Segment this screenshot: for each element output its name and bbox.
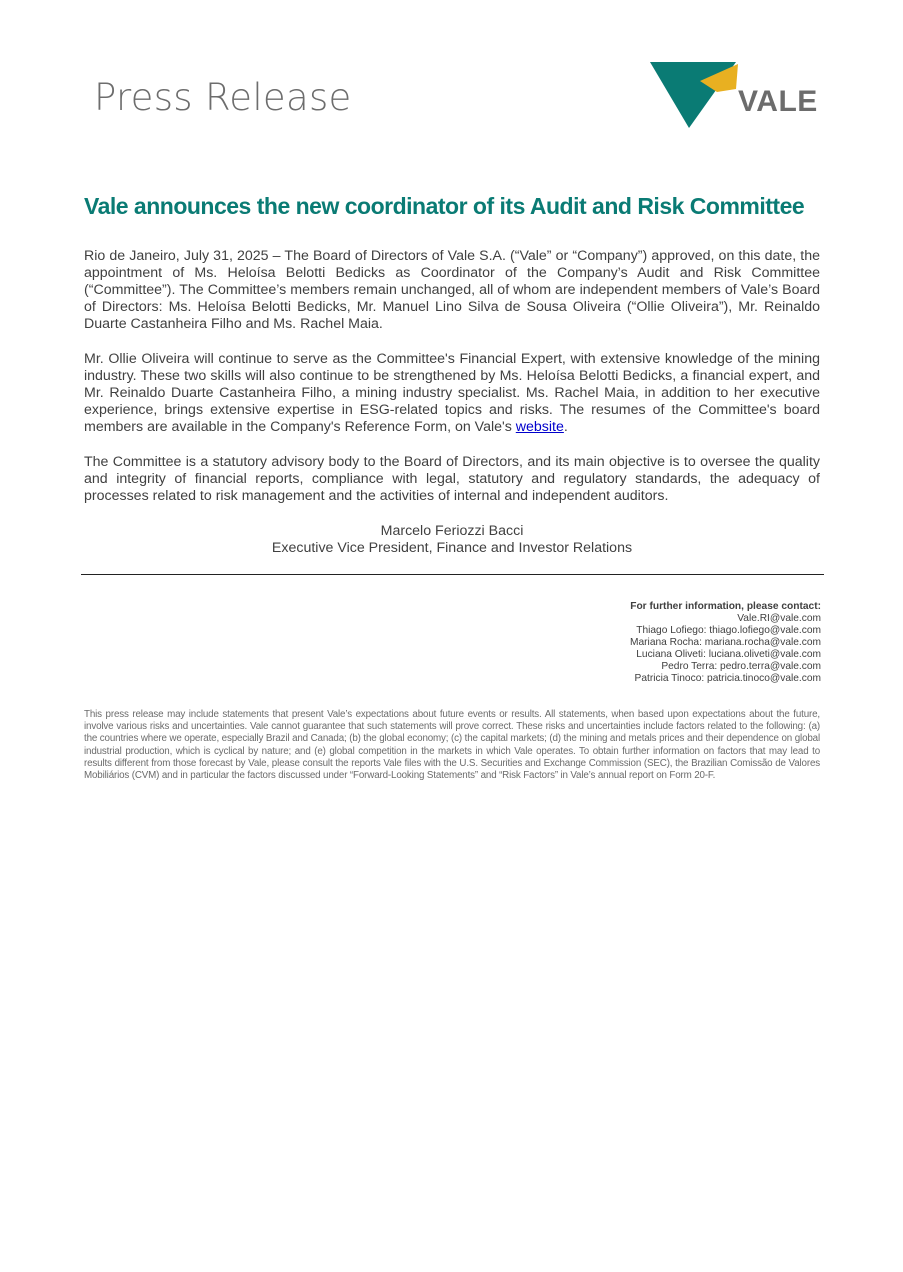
contact-line: Pedro Terra: pedro.terra@vale.com bbox=[661, 661, 821, 672]
contact-line: Patricia Tinoco: patricia.tinoco@vale.com bbox=[634, 673, 821, 684]
signature-name: Marcelo Feriozzi Bacci bbox=[380, 523, 524, 539]
paragraph-expertise bbox=[84, 351, 820, 436]
contact-line: Luciana Oliveti: luciana.oliveti@vale.com bbox=[636, 649, 821, 660]
logo-wordmark: VALE bbox=[738, 85, 818, 118]
vale-logo-mark-icon bbox=[648, 60, 740, 130]
paragraph-expertise-end: . bbox=[563, 419, 568, 435]
paragraph-intro: Rio de Janeiro, July 31, 2025 – The Board of Directors of Vale S.A. (“Vale” or “Company”) approved, on this date, the appointment of Ms. Heloísa Belotti Bedicks as Coordinator of the Company’s Audit and Risk Committee (“Committee”). The Committee’s members remain unchanged, all of whom are independent members of Vale’s Board of Directors: Ms. Heloísa Belotti Bedicks, Mr. Manuel Lino Silva de Sousa Oliveira (“Ollie Oliveira”), Mr. Reinaldo Duarte Castanheira Filho and Ms. Rachel Maia. bbox=[84, 248, 820, 332]
contact-line: Mariana Rocha: mariana.rocha@vale.com bbox=[630, 637, 821, 648]
headline: Vale announces the new coordinator of its Audit and Risk Committee bbox=[84, 193, 805, 219]
contact-line: Vale.RI@vale.com bbox=[737, 613, 821, 624]
page-title: Press Release bbox=[94, 76, 352, 119]
signature-block bbox=[84, 523, 820, 557]
website-link[interactable]: website bbox=[515, 419, 564, 435]
paragraph-committee-role: The Committee is a statutory advisory body to the Board of Directors, and its main objective is to oversee the quality and integrity of financial reports, compliance with legal, statutory and regulatory standards, the adequacy of processes related to risk management and the activities of internal and independent auditors. bbox=[84, 454, 820, 504]
paragraph-expertise-text: Mr. Ollie Oliveira will continue to serve as the Committee's Financial Expert, with extensive knowledge of the mining industry. These two skills will also continue to be strengthened by Ms. Heloísa Belotti Bedicks, a financial expert, and Mr. Reinaldo Duarte Castanheira Filho, a mining industry specialist. Ms. Rachel Maia, in addition to her executive experience, brings extensive expertise in ESG-related topics and risks. The resumes of the Committee's board members are available in the Company's Reference Form, on Vale's bbox=[84, 351, 820, 435]
contact-heading: For further information, please contact: bbox=[630, 601, 821, 612]
contact-line: Thiago Lofiego: thiago.lofiego@vale.com bbox=[636, 625, 821, 636]
disclaimer: This press release may include statements that present Vale’s expectations about future events or results. All statements, when based upon expectations about the future, involve various risks and uncertainties. Vale cannot guarantee that such statements will prove correct. These risks and uncertainties include factors related to the following: (a) the countries where we operate, especially Brazil and Canada; (b) the global economy; (c) the capital markets; (d) the mining and metals prices and their dependence on global industrial production, which is cyclical by nature; and (e) global competition in the markets in which Vale operates. To obtain further information on factors that may lead to results different from those forecast by Vale, please consult the reports Vale files with the U.S. Securities and Exchange Commission (SEC), the Brazilian Comissão de Valores Mobiliários (CVM) and in particular the factors discussed under “Forward-Looking Statements” and “Risk Factors” in Vale’s annual report on Form 20-F. bbox=[84, 709, 820, 782]
vale-logo bbox=[648, 60, 823, 130]
signature-title: Executive Vice President, Finance and Investor Relations bbox=[271, 540, 633, 556]
divider bbox=[81, 574, 824, 575]
contact-block bbox=[481, 601, 821, 685]
